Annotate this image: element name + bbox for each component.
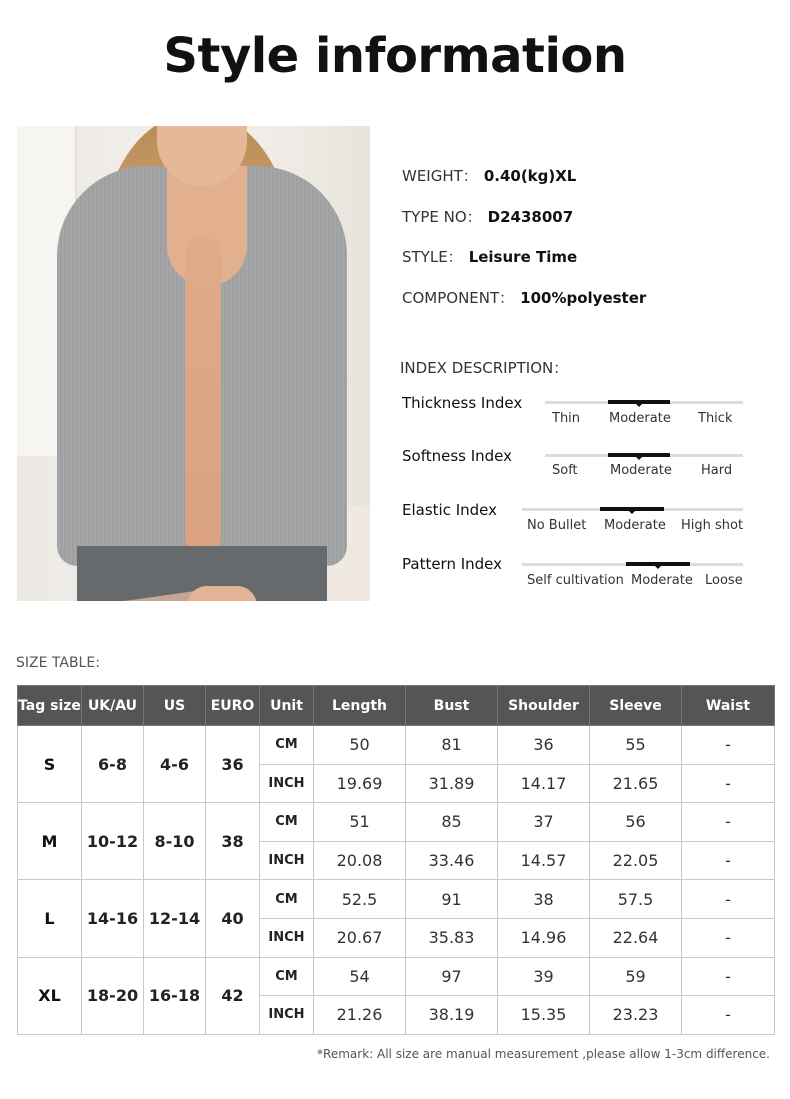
softness-index-marker bbox=[608, 453, 670, 457]
style-label: STYLE： bbox=[402, 248, 463, 266]
size-us: 4-6 bbox=[144, 726, 206, 803]
cell-bust: 31.89 bbox=[406, 764, 498, 803]
cell-shoulder: 14.96 bbox=[498, 918, 590, 957]
component-value: 100%polyester bbox=[520, 289, 647, 307]
cell-shoulder: 38 bbox=[498, 880, 590, 919]
size-euro: 40 bbox=[206, 880, 260, 957]
header-bust: Bust bbox=[406, 686, 498, 726]
cell-bust: 85 bbox=[406, 803, 498, 842]
size-us: 12-14 bbox=[144, 880, 206, 957]
size-us: 16-18 bbox=[144, 957, 206, 1034]
size-uk-au: 14-16 bbox=[82, 880, 144, 957]
index-description-title: INDEX DESCRIPTION： bbox=[400, 359, 569, 377]
pattern-index-marker bbox=[626, 562, 690, 566]
unit-cm: CM bbox=[260, 726, 314, 765]
unit-cm: CM bbox=[260, 957, 314, 996]
thickness-index-scale bbox=[545, 401, 743, 404]
softness-index-scale bbox=[545, 454, 743, 457]
cell-bust: 33.46 bbox=[406, 841, 498, 880]
cell-length: 50 bbox=[314, 726, 406, 765]
size-euro: 36 bbox=[206, 726, 260, 803]
softness-index-label: Softness Index bbox=[402, 447, 513, 465]
cell-shoulder: 36 bbox=[498, 726, 590, 765]
cell-bust: 38.19 bbox=[406, 996, 498, 1035]
table-row bbox=[18, 726, 775, 765]
cell-sleeve: 22.05 bbox=[590, 841, 682, 880]
cell-shoulder: 39 bbox=[498, 957, 590, 996]
size-remark: *Remark: All size are manual measurement ,please allow 1-3cm difference. bbox=[317, 1047, 770, 1061]
elastic-index-marker bbox=[600, 507, 664, 511]
thickness-option-moderate: Moderate bbox=[609, 411, 671, 426]
weight-value: 0.40(kg)XL bbox=[483, 167, 577, 185]
style-value: Leisure Time bbox=[468, 248, 578, 266]
cell-waist: - bbox=[682, 841, 775, 880]
table-row bbox=[18, 957, 775, 996]
cell-waist: - bbox=[682, 803, 775, 842]
info-type-no bbox=[402, 206, 573, 227]
cell-length: 51 bbox=[314, 803, 406, 842]
header-waist: Waist bbox=[682, 686, 775, 726]
size-tag: M bbox=[18, 803, 82, 880]
unit-inch: INCH bbox=[260, 918, 314, 957]
cell-length: 19.69 bbox=[314, 764, 406, 803]
header-uk-au: UK/AU bbox=[82, 686, 144, 726]
pattern-index-scale bbox=[522, 563, 743, 566]
table-row bbox=[18, 880, 775, 919]
thickness-option-thick: Thick bbox=[698, 411, 733, 426]
elastic-option-moderate: Moderate bbox=[604, 518, 666, 533]
header-tag-size: Tag size bbox=[18, 686, 82, 726]
weight-label: WEIGHT： bbox=[402, 167, 478, 185]
cell-bust: 81 bbox=[406, 726, 498, 765]
size-us: 8-10 bbox=[144, 803, 206, 880]
cell-waist: - bbox=[682, 726, 775, 765]
header-unit: Unit bbox=[260, 686, 314, 726]
pattern-option-loose: Loose bbox=[705, 573, 743, 588]
pattern-index-label: Pattern Index bbox=[402, 555, 503, 573]
elastic-option-high-shot: High shot bbox=[681, 518, 744, 533]
photo-model-hand bbox=[187, 586, 257, 601]
cell-shoulder: 15.35 bbox=[498, 996, 590, 1035]
cell-sleeve: 22.64 bbox=[590, 918, 682, 957]
cell-waist: - bbox=[682, 880, 775, 919]
size-uk-au: 18-20 bbox=[82, 957, 144, 1034]
component-label: COMPONENT： bbox=[402, 289, 515, 307]
cell-shoulder: 14.17 bbox=[498, 764, 590, 803]
cell-sleeve: 21.65 bbox=[590, 764, 682, 803]
unit-cm: CM bbox=[260, 803, 314, 842]
unit-inch: INCH bbox=[260, 996, 314, 1035]
size-tag: S bbox=[18, 726, 82, 803]
elastic-option-no-bullet: No Bullet bbox=[527, 518, 587, 533]
cell-sleeve: 55 bbox=[590, 726, 682, 765]
photo-cardigan-opening bbox=[185, 236, 221, 556]
cell-waist: - bbox=[682, 764, 775, 803]
header-length: Length bbox=[314, 686, 406, 726]
cell-shoulder: 14.57 bbox=[498, 841, 590, 880]
size-tag: XL bbox=[18, 957, 82, 1034]
info-style bbox=[402, 246, 577, 267]
header-euro: EURO bbox=[206, 686, 260, 726]
cell-sleeve: 23.23 bbox=[590, 996, 682, 1035]
cell-length: 52.5 bbox=[314, 880, 406, 919]
cell-length: 21.26 bbox=[314, 996, 406, 1035]
size-uk-au: 6-8 bbox=[82, 726, 144, 803]
info-weight bbox=[402, 165, 576, 186]
cell-length: 20.67 bbox=[314, 918, 406, 957]
cell-bust: 35.83 bbox=[406, 918, 498, 957]
product-photo bbox=[17, 126, 370, 601]
elastic-index-label: Elastic Index bbox=[402, 501, 498, 519]
cell-sleeve: 59 bbox=[590, 957, 682, 996]
size-euro: 42 bbox=[206, 957, 260, 1034]
type-label: TYPE NO： bbox=[402, 208, 482, 226]
unit-cm: CM bbox=[260, 880, 314, 919]
size-table-caption: SIZE TABLE: bbox=[16, 655, 100, 671]
info-component bbox=[402, 287, 646, 308]
header-shoulder: Shoulder bbox=[498, 686, 590, 726]
size-tag: L bbox=[18, 880, 82, 957]
pattern-option-moderate: Moderate bbox=[631, 573, 693, 588]
cell-waist: - bbox=[682, 918, 775, 957]
thickness-index-label: Thickness Index bbox=[402, 394, 523, 412]
header-sleeve: Sleeve bbox=[590, 686, 682, 726]
softness-option-soft: Soft bbox=[552, 463, 578, 478]
table-row bbox=[18, 803, 775, 842]
cell-waist: - bbox=[682, 957, 775, 996]
pattern-option-self-cultivation: Self cultivation bbox=[527, 573, 624, 588]
cell-shoulder: 37 bbox=[498, 803, 590, 842]
cell-waist: - bbox=[682, 996, 775, 1035]
unit-inch: INCH bbox=[260, 841, 314, 880]
thickness-index-marker bbox=[608, 400, 670, 404]
page-title: Style information bbox=[163, 28, 627, 84]
cell-bust: 97 bbox=[406, 957, 498, 996]
cell-length: 54 bbox=[314, 957, 406, 996]
cell-length: 20.08 bbox=[314, 841, 406, 880]
type-value: D2438007 bbox=[487, 208, 574, 226]
size-euro: 38 bbox=[206, 803, 260, 880]
cell-bust: 91 bbox=[406, 880, 498, 919]
unit-inch: INCH bbox=[260, 764, 314, 803]
elastic-index-scale bbox=[522, 508, 743, 511]
size-table bbox=[17, 685, 775, 1035]
cell-sleeve: 57.5 bbox=[590, 880, 682, 919]
header-us: US bbox=[144, 686, 206, 726]
thickness-option-thin: Thin bbox=[552, 411, 581, 426]
table-header-row bbox=[18, 686, 775, 726]
size-uk-au: 10-12 bbox=[82, 803, 144, 880]
cell-sleeve: 56 bbox=[590, 803, 682, 842]
softness-option-hard: Hard bbox=[701, 463, 733, 478]
softness-option-moderate: Moderate bbox=[610, 463, 672, 478]
